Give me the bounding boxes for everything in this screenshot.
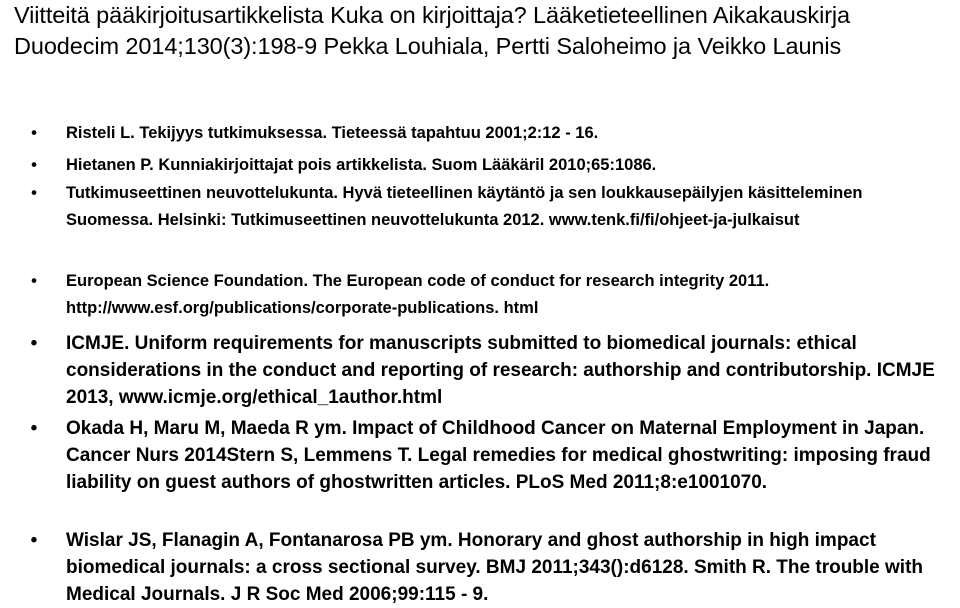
list-item [31, 120, 946, 147]
list-item [30, 527, 956, 608]
list-item [30, 330, 946, 411]
reference-text: European Science Foundation. The European code of conduct for research integrity 2011. http://www.esf.org/publications/corporate-publications. html [66, 272, 770, 317]
list-item [31, 152, 946, 179]
bullet-icon: • [31, 272, 37, 290]
bullet-icon: • [31, 124, 37, 142]
reference-text: Hietanen P. Kunniakirjoittajat pois artikkelista. Suom Lääkäril 2010;65:1086. [66, 156, 657, 174]
bullet-icon: • [30, 530, 38, 551]
reference-text: Risteli L. Tekijyys tutkimuksessa. Tieteessä tapahtuu 2001;2:12 - 16. [66, 124, 599, 142]
reference-text: Wislar JS, Flanagin A, Fontanarosa PB ym. Honorary and ghost authorship in high impact biomedical journals: a cross sectional survey. BMJ 2011;343():d6128. Smith R. The trouble with Medical Journals. J R Soc Med 2006;99:115 - 9. [66, 530, 924, 605]
bullet-icon: • [31, 156, 37, 174]
bullet-icon: • [31, 184, 37, 202]
reference-text: Okada H, Maru M, Maeda R ym. Impact of Childhood Cancer on Maternal Employment in Japan. Cancer Nurs 2014Stern S, Lemmens T. Legal remedies for medical ghostwriting: imposing fraud liability on guest authors of ghostwritten articles. PLoS Med 2011;8:e1001070. [66, 418, 931, 493]
reference-text: ICMJE. Uniform requirements for manuscripts submitted to biomedical journals: ethical considerations in the conduct and reporting of research: authorship and contributorship. ICMJE 2013, www.icmje.org/ethical_1author.html [66, 333, 935, 408]
page-title: Viitteitä pääkirjoitusartikkelista Kuka on kirjoittaja? Lääketieteellinen Aikakauskirja Duodecim 2014;130(3):198-9 Pekka Louhiala, Pertti Saloheimo ja Veikko Launis [14, 2, 851, 59]
list-item [30, 415, 956, 496]
bullet-icon: • [30, 333, 38, 354]
reference-text: Tutkimuseettinen neuvottelukunta. Hyvä tieteellinen käytäntö ja sen loukkausepäilyjen käsitteleminen Suomessa. Helsinki: Tutkimuseettinen neuvottelukunta 2012. www.tenk.fi/fi/ohjeet-ja-julkaisut [66, 184, 863, 229]
list-item [31, 180, 866, 233]
list-item [31, 268, 946, 321]
bullet-icon: • [30, 418, 38, 439]
